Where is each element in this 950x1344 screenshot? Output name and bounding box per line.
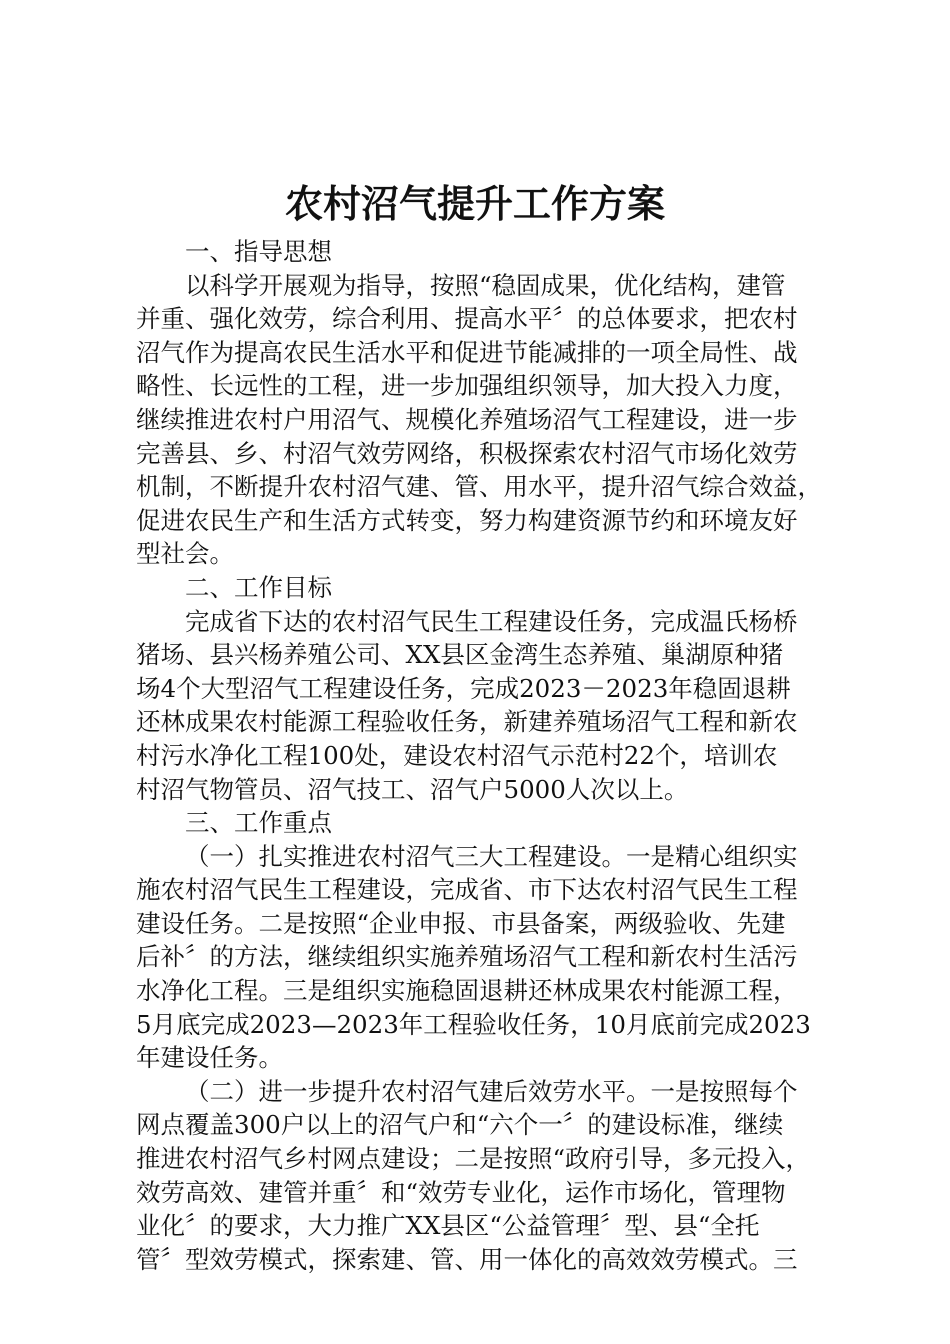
paragraph-first-line: 三、工作重点 [185,808,332,838]
paragraph-line: 村沼气物管员、沼气技工、沼气户5000人次以上。 [136,774,689,804]
paragraph-first-line: 完成省下达的农村沼气民生工程建设任务，完成温氏杨桥 [185,606,798,636]
document-title: 农村沼气提升工作方案 [284,181,665,226]
paragraph-line: 略性、长远性的工程，进一步加强组织领导，加大投入力度， [136,371,798,401]
paragraph-line: 村污水净化工程100处，建设农村沼气示范村22个，培训农 [136,740,778,770]
paragraph-line: 效劳高效、建管并重〞和“效劳专业化，运作市场化，管理物 [136,1177,786,1207]
paragraph-line: 年建设任务。 [136,1043,283,1073]
paragraph-line: 机制，不断提升农村沼气建、管、用水平，提升沼气综合效益， [136,472,822,502]
paragraph-line: 水净化工程。三是组织实施稳固退耕还林成果农村能源工程， [136,976,798,1006]
paragraph-first-line: （一）扎实推进农村沼气三大工程建设。一是精心组织实 [185,841,798,871]
paragraph-line: 网点覆盖300户以上的沼气户和“六个一〞的建设标准，继续 [136,1110,784,1140]
paragraph-first-line: 二、工作目标 [185,572,332,602]
paragraph-line: 沼气作为提高农民生活水平和促进节能减排的一项全局性、战 [136,337,798,367]
paragraph-line: 后补〞的方法，继续组织实施养殖场沼气工程和新农村生活污 [136,942,798,972]
paragraph-line: 施农村沼气民生工程建设，完成省、市下达农村沼气民生工程 [136,875,798,905]
paragraph-line: 5月底完成2023—2023年工程验收任务，10月底前完成2023 [136,1009,811,1039]
paragraph-line: 猪场、县兴杨养殖公司、XX县区金湾生态养殖、巢湖原种猪 [136,640,784,670]
paragraph-line: 建设任务。二是按照“企业申报、市县备案，两级验收、先建 [136,908,786,938]
paragraph-line: 并重、强化效劳，综合利用、提高水平〞的总体要求，把农村 [136,304,798,334]
paragraph-first-line: 以科学开展观为指导，按照“稳固成果，优化结构，建管 [185,270,786,300]
paragraph-line: 管〞型效劳模式，探索建、管、用一体化的高效效劳模式。三 [136,1244,798,1274]
paragraph-first-line: 一、指导思想 [185,237,332,266]
paragraph-line: 促进农民生产和生活方式转变，努力构建资源节约和环境友好 [136,505,798,535]
paragraph-line: 场4个大型沼气工程建设任务，完成2023－2023年稳固退耕 [136,673,791,703]
paragraph-line: 业化〞的要求，大力推广XX县区“公益管理〞型、县“全托 [136,1211,760,1241]
paragraph-line: 型社会。 [136,539,234,569]
document-body [136,235,836,1276]
paragraph-first-line: （二）进一步提升农村沼气建后效劳水平。一是按照每个 [185,1076,798,1106]
paragraph-line: 还林成果农村能源工程验收任务，新建养殖场沼气工程和新农 [136,707,798,737]
paragraph-line: 继续推进农村户用沼气、规模化养殖场沼气工程建设，进一步 [136,404,798,434]
paragraph-line: 完善县、乡、村沼气效劳网络，积极探索农村沼气市场化效劳 [136,438,798,468]
paragraph-line: 推进农村沼气乡村网点建设；二是按照“政府引导，多元投入， [136,1144,811,1174]
